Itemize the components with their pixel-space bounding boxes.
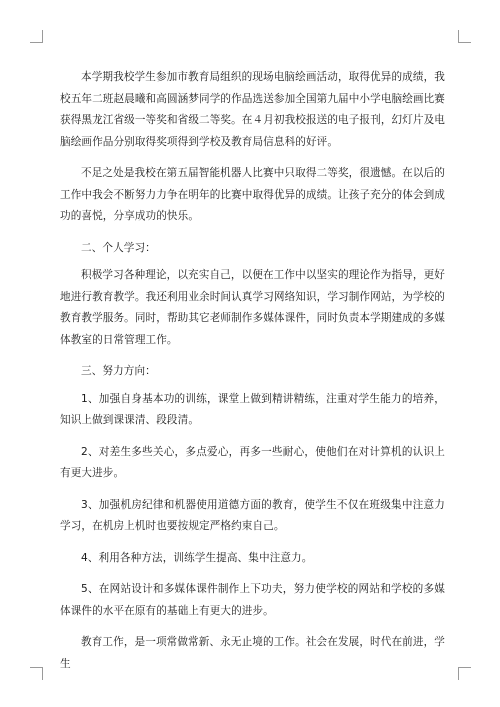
- list-item-direction-5: 5、在网站设计和多媒体课件制作上下功夫，努力使学校的网站和学校的多媒体课件的水平在原有的基础上有更大的进步。: [60, 583, 445, 617]
- corner-mark-top-left: [30, 30, 43, 43]
- section-heading-effort-direction: 三、努力方向：: [81, 365, 156, 377]
- paragraph-awards: 本学期我校学生参加市教育局组织的现场电脑绘画活动，取得优异的成绩，我校五年二班赵晨曦和高圆涵梦同学的作品选送参加全国第九届中小学电脑绘画比赛获得黑龙江省级一等奖和省级二等奖。在４月初我校报送的电子报刊，幻灯片及电脑绘画作品分别取得奖项得到学校及教育局信息科的好评。: [60, 71, 445, 148]
- list-item-direction-2: 2、对差生多些关心，多点爱心，再多一些耐心，使他们在对计算机的认识上有更大进步。: [60, 445, 445, 479]
- list-item-direction-3: 3、加强机房纪律和机器使用道德方面的教育，使学生不仅在班级集中注意力学习，在机房上机时也要按规定严格约束自己。: [60, 498, 445, 532]
- list-item-direction-4: 4、利用各种方法，训练学生提高、集中注意力。: [81, 551, 313, 564]
- corner-mark-bottom-left: [30, 667, 43, 680]
- section-heading-personal-study: 二、个人学习：: [81, 241, 156, 254]
- paragraph-closing: 教育工作，是一项常做常新、永无止境的工作。社会在发展，时代在前进，学生: [60, 636, 445, 670]
- corner-mark-top-right: [458, 30, 471, 43]
- list-item-direction-1: 1、加强自身基本功的训练，课堂上做到精讲精练，注重对学生能力的培养，知识上做到课课清、段段清。: [60, 392, 445, 426]
- document-body: [60, 67, 445, 685]
- paragraph-personal-study: 积极学习各种理论，以充实自己，以便在工作中以坚实的理论作为指导，更好地进行教育教学。我还利用业余时间认真学习网络知识，学习制作网站，为学校的教育教学服务。同时，帮助其它老师制作多媒体课件，同时负责本学期建成的多媒体教室的日常管理工作。: [60, 269, 445, 346]
- paragraph-shortcomings: 不足之处是我校在第五届智能机器人比赛中只取得二等奖，很遗憾。在以后的工作中我会不断努力力争在明年的比赛中取得优异的成绩。让孩子充分的体会到成功的喜悦，分享成功的快乐。: [60, 167, 445, 222]
- corner-mark-bottom-right: [458, 667, 471, 680]
